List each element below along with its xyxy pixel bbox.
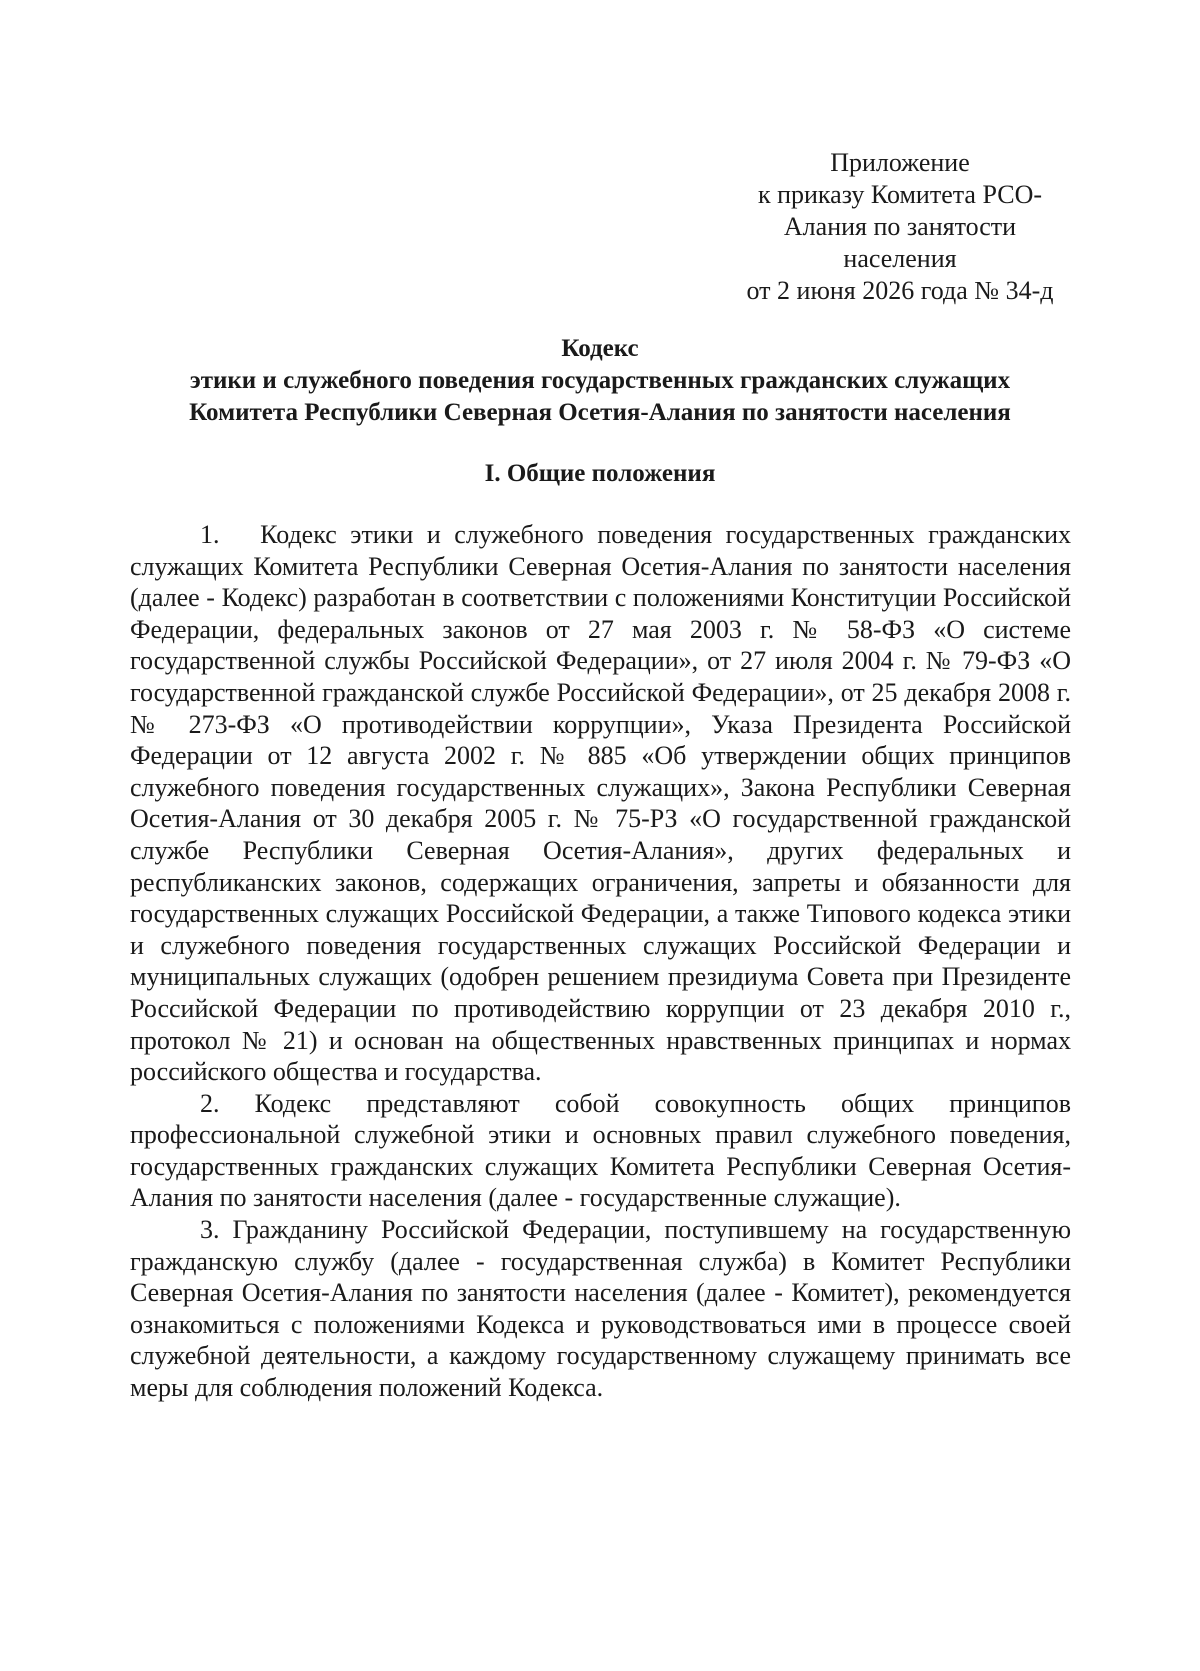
appendix-header <box>700 147 1100 307</box>
appendix-line: населения <box>843 244 957 273</box>
appendix-line: Приложение <box>830 148 970 177</box>
title-line-organization: Комитета Республики Северная Осетия-Алания по занятости населения <box>189 399 1011 426</box>
title-line-code: Кодекс <box>561 335 639 362</box>
section-heading: I. Общие положения <box>484 460 716 487</box>
document-body <box>130 519 1071 1404</box>
paragraph-2: 2. Кодекс представляют собой совокупность общих принципов профессиональной служебной этики и основных правил служебного поведения, государственных гражданских служащих Комитета Республики Северная Осетия-Алания по занятости населения (далее - государственные служащие). <box>130 1088 1071 1213</box>
paragraph-3: 3. Гражданину Российской Федерации, поступившему на государственную гражданскую службу (далее - государственная служба) в Комитет Республики Северная Осетия-Алания по занятости населения (далее - Комитет), рекомендуется ознакомиться с положениями Кодекса и руководствоваться ими в процессе своей служебной деятельности, а каждому государственному служащему принимать все меры для соблюдения положений Кодекса. <box>130 1215 1071 1403</box>
paragraph-1: 1. Кодекс этики и служебного поведения государственных гражданских служащих Комитета Республики Северная Осетия-Алания по занятости населения (далее - Кодекс) разработан в соответствии с положениями Конституции Российской Федерации, федеральных законов от 27 мая 2003 г. № 58-ФЗ «О системе государственной службы Российской Федерации», от 27 июля 2004 г. № 79-ФЗ «О государственной гражданской службе Российской Федерации», от 25 декабря 2008 г. № 273-ФЗ «О противодействии коррупции», Указа Президента Российской Федерации от 12 августа 2002 г. № 885 «Об утверждении общих принципов служебного поведения государственных служащих», Закона Республики Северная Осетия-Алания от 30 декабря 2005 г. № 75-РЗ «О государственной гражданской службе Республики Северная Осетия-Алания», других федеральных и республиканских законов, содержащих ограничения, запреты и обязанности для государственных служащих Российской Федерации, а также Типового кодекса этики и служебного поведения государственных служащих Российской Федерации и муниципальных служащих (одобрен решением президиума Совета при Президенте Российской Федерации по противодействию коррупции от 23 декабря 2010 г., протокол № 21) и основан на общественных нравственных принципах и нормах российского общества и государства. <box>130 520 1071 1087</box>
appendix-order-date: от 2 июня 2026 года № 34-д <box>746 276 1054 305</box>
document-title <box>130 333 1070 429</box>
appendix-line: Алания по занятости <box>783 212 1017 241</box>
title-line-subject: этики и служебного поведения государственных гражданских служащих <box>189 367 1011 394</box>
appendix-line: к приказу Комитета РСО- <box>757 180 1043 209</box>
